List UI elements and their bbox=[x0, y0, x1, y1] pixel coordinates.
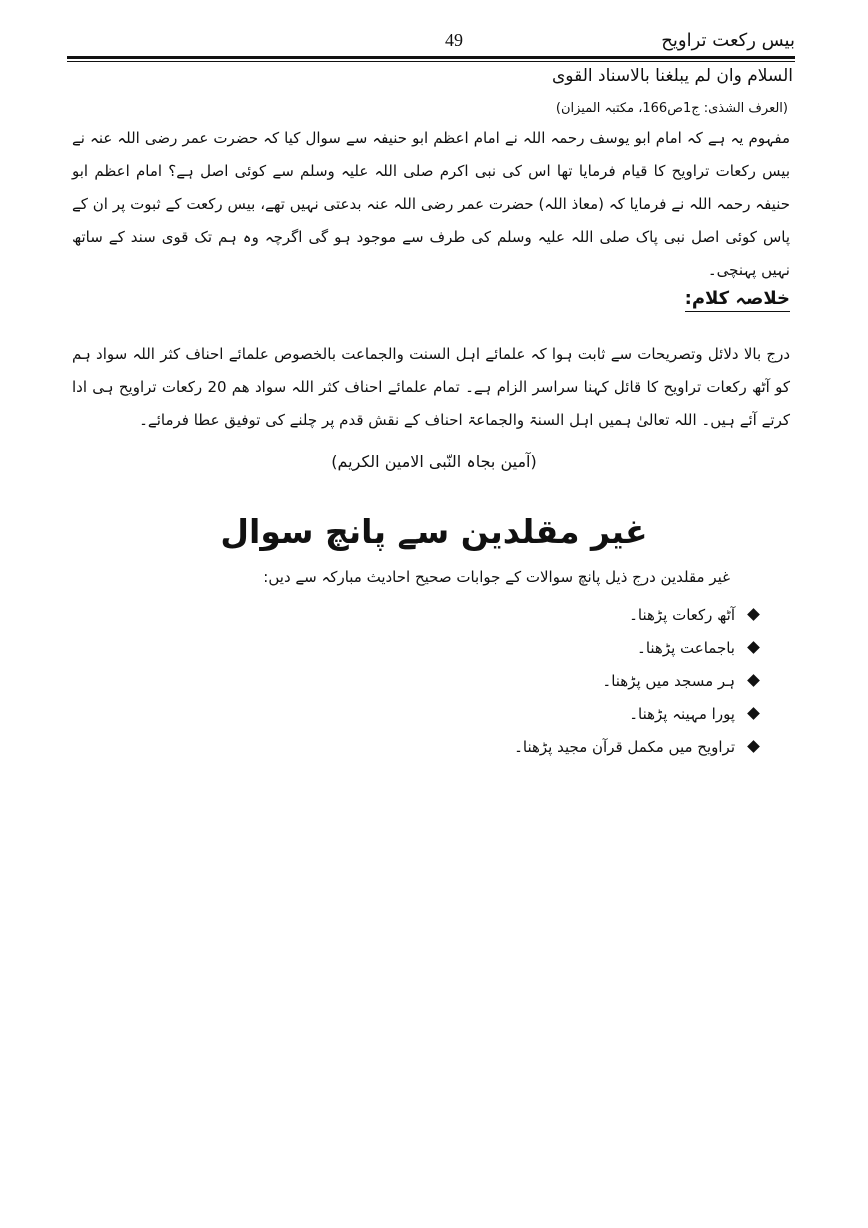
question-text: آٹھ رکعات پڑھنا۔ bbox=[629, 605, 735, 624]
summary-heading: خلاصہ کلام: bbox=[685, 288, 790, 312]
dua-line: (آمین بجاہ النّبی الامین الکریم) bbox=[331, 452, 537, 471]
question-text: پورا مہینہ پڑھنا۔ bbox=[629, 704, 735, 723]
main-heading: غیر مقلدین سے پانچ سوال bbox=[220, 512, 648, 551]
list-item bbox=[514, 664, 758, 697]
diamond-bullet-icon bbox=[747, 674, 760, 687]
running-header-title: بیس رکعت تراویح bbox=[661, 30, 795, 51]
question-text: تراویح میں مکمل قرآن مجید پڑھنا۔ bbox=[514, 737, 735, 756]
diamond-bullet-icon bbox=[747, 641, 760, 654]
question-text: ہر مسجد میں پڑھنا۔ bbox=[602, 671, 735, 690]
list-item bbox=[514, 598, 758, 631]
header-rule-thin bbox=[67, 61, 795, 62]
paragraph-meaning: مفہوم یہ ہے کہ امام ابو یوسف رحمہ اللہ نے امام اعظم ابو حنیفہ سے سوال کیا کہ حضرت عمر رضی اللہ عنہ نے بیس رکعات تراویح کا قیام فرمایا تھا اس کی نبی اکرم صلی اللہ علیہ وسلم سے کوئی اصل ہے؟ امام اعظم ابو حنیفہ رحمہ اللہ نے فرمایا کہ (معاذ اللہ) حضرت عمر رضی اللہ عنہ بدعتی نہیں تھے، بیس رکعت کے ثبوت پر ان کے پاس کوئی اصل نبی پاک صلی اللہ علیہ وسلم کی طرف سے موجود ہو گی اگرچہ وہ ہم تک قوی سند کے ساتھ نہیں پہنچی۔ bbox=[72, 129, 790, 279]
running-header bbox=[67, 28, 795, 56]
reference-citation: (العرف الشذی: ج1ص166، مکتبہ المیزان) bbox=[555, 101, 788, 116]
list-item bbox=[514, 697, 758, 730]
questions-list bbox=[514, 598, 758, 763]
diamond-bullet-icon bbox=[747, 608, 760, 621]
list-item bbox=[514, 730, 758, 763]
questions-intro: غیر مقلدین درج ذیل پانچ سوالات کے جوابات صحیح احادیث مبارکہ سے دیں: bbox=[263, 568, 730, 586]
diamond-bullet-icon bbox=[747, 707, 760, 720]
page-number: 49 bbox=[445, 30, 463, 50]
diamond-bullet-icon bbox=[747, 740, 760, 753]
arabic-quote-line: السلام وان لم یبلغنا بالاسناد القوی bbox=[552, 66, 793, 86]
paragraph-summary: درج بالا دلائل وتصریحات سے ثابت ہوا کہ علمائے اہل السنت والجماعت بالخصوص علمائے احناف کثر اللہ سواد ہم کو آٹھ رکعات تراویح کا قائل کہنا سراسر الزام ہے۔ تمام علمائے احناف کثر اللہ سواد ھم 20 رکعات تراویح ہی ادا کرتے آئے ہیں۔ اللہ تعالیٰ ہمیں اہل السنۃ والجماعۃ احناف کے نقش قدم پر چلنے کی توفیق عطا فرمائے۔ bbox=[72, 345, 790, 429]
header-rule bbox=[67, 56, 795, 59]
question-text: باجماعت پڑھنا۔ bbox=[637, 638, 735, 657]
list-item bbox=[514, 631, 758, 664]
